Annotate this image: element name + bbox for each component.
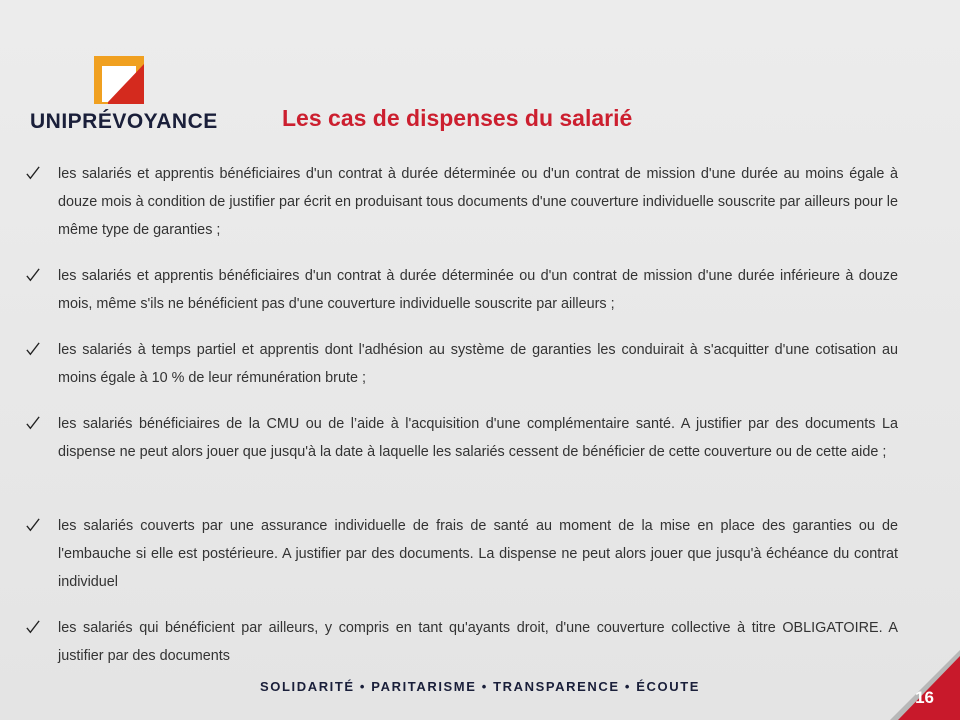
list-item [26, 262, 898, 318]
bullet-text: les salariés à temps partiel et apprentis dont l'adhésion au système de garanties les conduirait à s'acquitter d'une cotisation au moins égale à 10 % de leur rémunération brute ; [58, 342, 898, 386]
bullet-text: les salariés et apprentis bénéficiaires d'un contrat à durée déterminée ou d'un contrat de mission d'une durée inférieure à douze mois, même s'ils ne bénéficient pas d'une couverture individuelle souscrite par ailleurs ; [58, 268, 898, 312]
list-item [26, 512, 898, 596]
list-item [26, 410, 898, 466]
logo-wordmark: UNIPRÉVOYANCE [30, 110, 218, 133]
list-item [26, 160, 898, 244]
bullet-text: les salariés bénéficiaires de la CMU ou de l’aide à l'acquisition d'une complémentaire santé. A justifier par des documents La dispense ne peut alors jouer que jusqu'à la date à laquelle les salariés cessent de bénéficier de cette couverture ou de cette aide ; [58, 416, 898, 460]
uniprevoyance-logo [30, 56, 218, 136]
checkmark-icon [26, 620, 40, 634]
checkmark-icon [26, 416, 40, 430]
bullet-text: les salariés couverts par une assurance individuelle de frais de santé au moment de la mise en place des garanties ou de l'embauche si elle est postérieure. A justifier par des documents. La dispense ne peut alors jouer que jusqu'à échéance du contrat individuel [58, 518, 898, 590]
bullet-text: les salariés et apprentis bénéficiaires d'un contrat à durée déterminée ou d'un contrat de mission d'une durée au moins égale à douze mois à condition de justifier par écrit en produisant tous documents d'une couverture individuelle souscrite par ailleurs pour le même type de garanties ; [58, 166, 898, 238]
checkmark-icon [26, 342, 40, 356]
checkmark-icon [26, 166, 40, 180]
list-item [26, 614, 898, 670]
checkmark-icon [26, 518, 40, 532]
page-number: 16 [915, 688, 934, 707]
logo-mark-icon [94, 56, 144, 104]
list-item [26, 336, 898, 392]
bullet-text: les salariés qui bénéficient par ailleurs, y compris en tant qu'ayants droit, d'une couverture collective à titre OBLIGATOIRE. A justifier par des documents [58, 620, 898, 664]
footer-tagline: SOLIDARITÉ • PARITARISME • TRANSPARENCE • ÉCOUTE [259, 679, 701, 694]
checkmark-icon [26, 268, 40, 282]
slide-title: Les cas de dispenses du salarié [282, 105, 633, 131]
page-corner-shape [890, 650, 960, 720]
